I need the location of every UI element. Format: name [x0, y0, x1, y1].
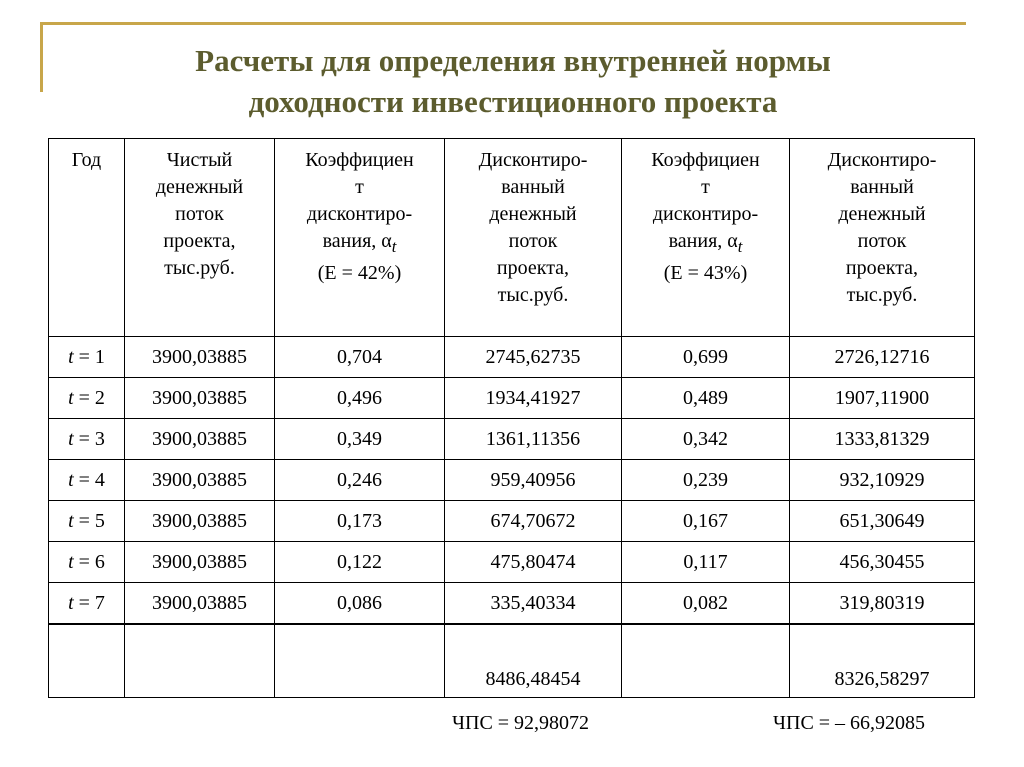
header-coef-43: Коэффициен т дисконтиро- вания, $\alpha_t$ (Е = 43%)	[622, 139, 790, 337]
table-row	[49, 460, 975, 501]
total-discounted-43: 8326,58297	[790, 624, 975, 698]
cash-flow-cell: 3900,03885	[125, 378, 275, 419]
discounted-43-cell: 456,30455	[790, 542, 975, 583]
header-discounted-42: Дисконтиро- ванный денежный поток проекта, тыс.руб.	[445, 139, 622, 337]
cash-flow-cell: 3900,03885	[125, 501, 275, 542]
cash-flow-cell: 3900,03885	[125, 542, 275, 583]
title-line-2: доходности инвестиционного проекта	[248, 84, 778, 119]
coef-42-cell: 0,173	[275, 501, 445, 542]
discounted-42-cell: 475,80474	[445, 542, 622, 583]
discounted-43-cell: 1907,11900	[790, 378, 975, 419]
coef-43-cell: 0,117	[622, 542, 790, 583]
irr-table	[48, 138, 975, 698]
header-year: Год	[49, 139, 125, 337]
discounted-42-cell: 674,70672	[445, 501, 622, 542]
year-cell: t = 7	[49, 583, 125, 625]
discounted-42-cell: 335,40334	[445, 583, 622, 625]
table-row	[49, 583, 975, 625]
totals-empty-cell	[125, 624, 275, 698]
coef-42-cell: 0,349	[275, 419, 445, 460]
discounted-43-cell: 2726,12716	[790, 337, 975, 378]
year-cell: t = 2	[49, 378, 125, 419]
totals-empty-cell	[275, 624, 445, 698]
coef-43-cell: 0,239	[622, 460, 790, 501]
coef-43-cell: 0,489	[622, 378, 790, 419]
discounted-43-cell: 932,10929	[790, 460, 975, 501]
coef-43-cell: 0,082	[622, 583, 790, 625]
frame-left-line	[40, 22, 43, 92]
year-cell: t = 4	[49, 460, 125, 501]
table-row	[49, 542, 975, 583]
totals-empty-cell	[622, 624, 790, 698]
year-cell: t = 3	[49, 419, 125, 460]
total-discounted-42: 8486,48454	[445, 624, 622, 698]
cash-flow-cell: 3900,03885	[125, 419, 275, 460]
frame-top-line	[40, 22, 966, 25]
coef-42-cell: 0,086	[275, 583, 445, 625]
discounted-42-cell: 2745,62735	[445, 337, 622, 378]
discounted-42-cell: 959,40956	[445, 460, 622, 501]
table-row	[49, 378, 975, 419]
coef-42-cell: 0,704	[275, 337, 445, 378]
header-cash-flow: Чистый денежный поток проекта, тыс.руб.	[125, 139, 275, 337]
year-cell: t = 1	[49, 337, 125, 378]
cash-flow-cell: 3900,03885	[125, 337, 275, 378]
title-line-1: Расчеты для определения внутренней нормы	[195, 43, 831, 78]
page-title	[60, 40, 966, 122]
coef-42-cell: 0,246	[275, 460, 445, 501]
discounted-42-cell: 1934,41927	[445, 378, 622, 419]
npv-42: ЧПС = 92,98072	[452, 712, 590, 734]
table-row	[49, 337, 975, 378]
coef-42-cell: 0,122	[275, 542, 445, 583]
header-row	[49, 139, 975, 337]
table-row	[49, 419, 975, 460]
header-coef-42: Коэффициен т дисконтиро- вания, $\alpha_t$ (Е = 42%)	[275, 139, 445, 337]
coef-43-cell: 0,167	[622, 501, 790, 542]
cash-flow-cell: 3900,03885	[125, 460, 275, 501]
totals-row	[49, 624, 975, 698]
cash-flow-cell: 3900,03885	[125, 583, 275, 625]
discounted-42-cell: 1361,11356	[445, 419, 622, 460]
header-discounted-43: Дисконтиро- ванный денежный поток проекта, тыс.руб.	[790, 139, 975, 337]
coef-43-cell: 0,342	[622, 419, 790, 460]
table-row	[49, 501, 975, 542]
discounted-43-cell: 319,80319	[790, 583, 975, 625]
totals-empty-cell	[49, 624, 125, 698]
coef-43-cell: 0,699	[622, 337, 790, 378]
year-cell: t = 5	[49, 501, 125, 542]
npv-43: ЧПС = – 66,92085	[773, 712, 926, 734]
discounted-43-cell: 651,30649	[790, 501, 975, 542]
discounted-43-cell: 1333,81329	[790, 419, 975, 460]
year-cell: t = 6	[49, 542, 125, 583]
coef-42-cell: 0,496	[275, 378, 445, 419]
